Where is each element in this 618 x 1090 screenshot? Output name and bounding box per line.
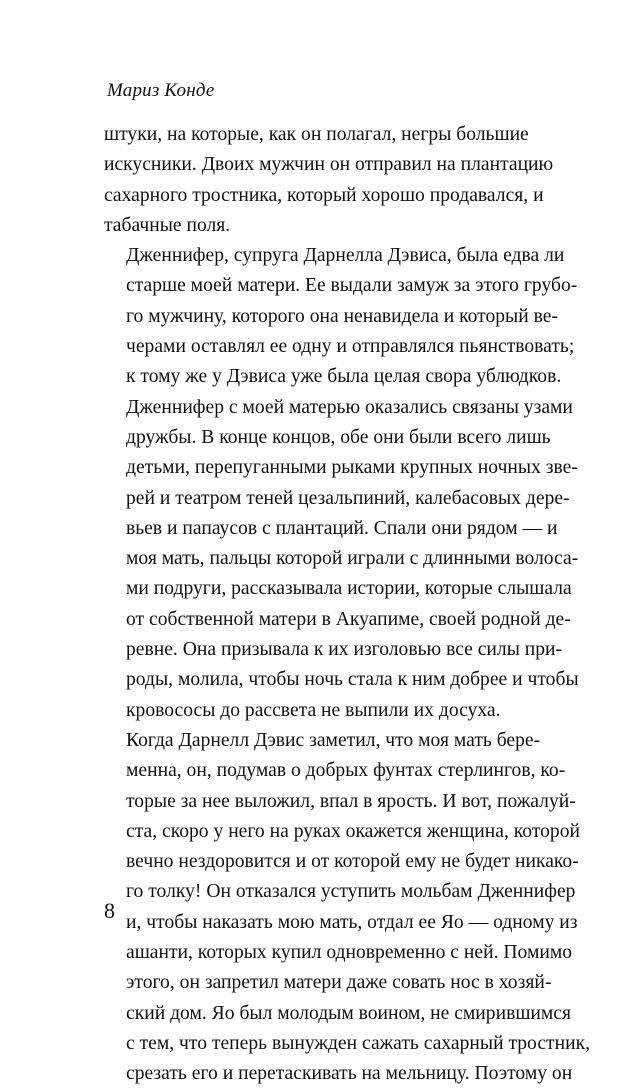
text-line: старше моей матери. Ее выдали замуж за этого грубо- xyxy=(126,275,578,297)
text-line: го мужчину, которого она ненавидела и который ве- xyxy=(126,305,558,327)
text-line: моя мать, пальцы которой играли с длинными волоса- xyxy=(126,548,579,570)
text-line: к тому же у Дэвиса уже была целая свора ублюдков. xyxy=(126,366,562,388)
text-line: торые за нее выложил, впал в ярость. И вот, пожалуй- xyxy=(126,790,576,812)
text-line: от собственной матери в Акуапиме, своей родной де- xyxy=(126,608,571,630)
text-line: рей и театром теней цезальпиний, калебасовых дере- xyxy=(126,487,570,509)
text-line: Дженнифер с моей матерью оказались связаны узами xyxy=(126,396,573,418)
text-line: детьми, перепуганными рыками крупных ночных зве- xyxy=(126,457,578,479)
body-text xyxy=(104,120,590,1090)
text-line: с тем, что теперь вынужден сажать сахарный тростник, xyxy=(126,1032,590,1054)
text-line: вечно нездоровится и от которой ему не будет никако- xyxy=(126,851,579,873)
text-line: ревне. Она призывала к их изголовью все силы при- xyxy=(126,639,563,661)
text-line: штуки, на которые, как он полагал, негры большие xyxy=(104,124,529,145)
text-line: и, чтобы наказать мою мать, отдал ее Яо — одному из xyxy=(126,911,578,933)
text-line: го толку! Он отказался уступить мольбам Дженнифер xyxy=(126,881,576,903)
text-line: ашанти, которых купил одновременно с ней. Помимо xyxy=(126,942,573,964)
text-line: ский дом. Яо был молодым воином, не смирившимся xyxy=(126,1002,572,1024)
text-line: срезать его и перетаскивать на мельницу. Поэтому он xyxy=(126,1063,573,1085)
text-line: ста, скоро у него на руках окажется женщина, которой xyxy=(126,820,581,842)
text-line: сахарного тростника, который хорошо продавался, и xyxy=(104,184,544,206)
text-line: дружбы. В конце концов, обе они были всего лишь xyxy=(126,426,551,448)
text-line: ми подруги, рассказывала истории, которые слышала xyxy=(126,578,572,600)
text-line: черами оставлял ее одну и отправлялся пьянствовать; xyxy=(126,336,575,358)
running-header-author: Мариз Конде xyxy=(107,80,215,101)
text-line: вьев и папаусов с плантаций. Спали они рядом — и xyxy=(126,517,558,539)
text-line: табачные поля. xyxy=(104,214,231,236)
text-line: Дженнифер, супруга Дарнелла Дэвиса, была едва ли xyxy=(126,245,565,267)
page-number: 8 xyxy=(104,898,115,923)
paragraph xyxy=(104,726,590,1090)
text-line: Когда Дарнелл Дэвис заметил, что моя мать бере- xyxy=(126,729,541,751)
text-line: кровососы до рассвета не выпили их досуха. xyxy=(126,699,501,721)
text-line: этого, он запретил матери даже совать нос в хозяй- xyxy=(126,972,552,994)
paragraph xyxy=(104,120,554,241)
text-line: менна, он, подумав о добрых фунтах стерлингов, ко- xyxy=(126,760,566,782)
text-line: роды, молила, чтобы ночь стала к ним добрее и чтобы xyxy=(126,669,579,691)
text-line: искусники. Двоих мужчин он отправил на плантацию xyxy=(104,154,554,176)
paragraph xyxy=(104,241,579,726)
